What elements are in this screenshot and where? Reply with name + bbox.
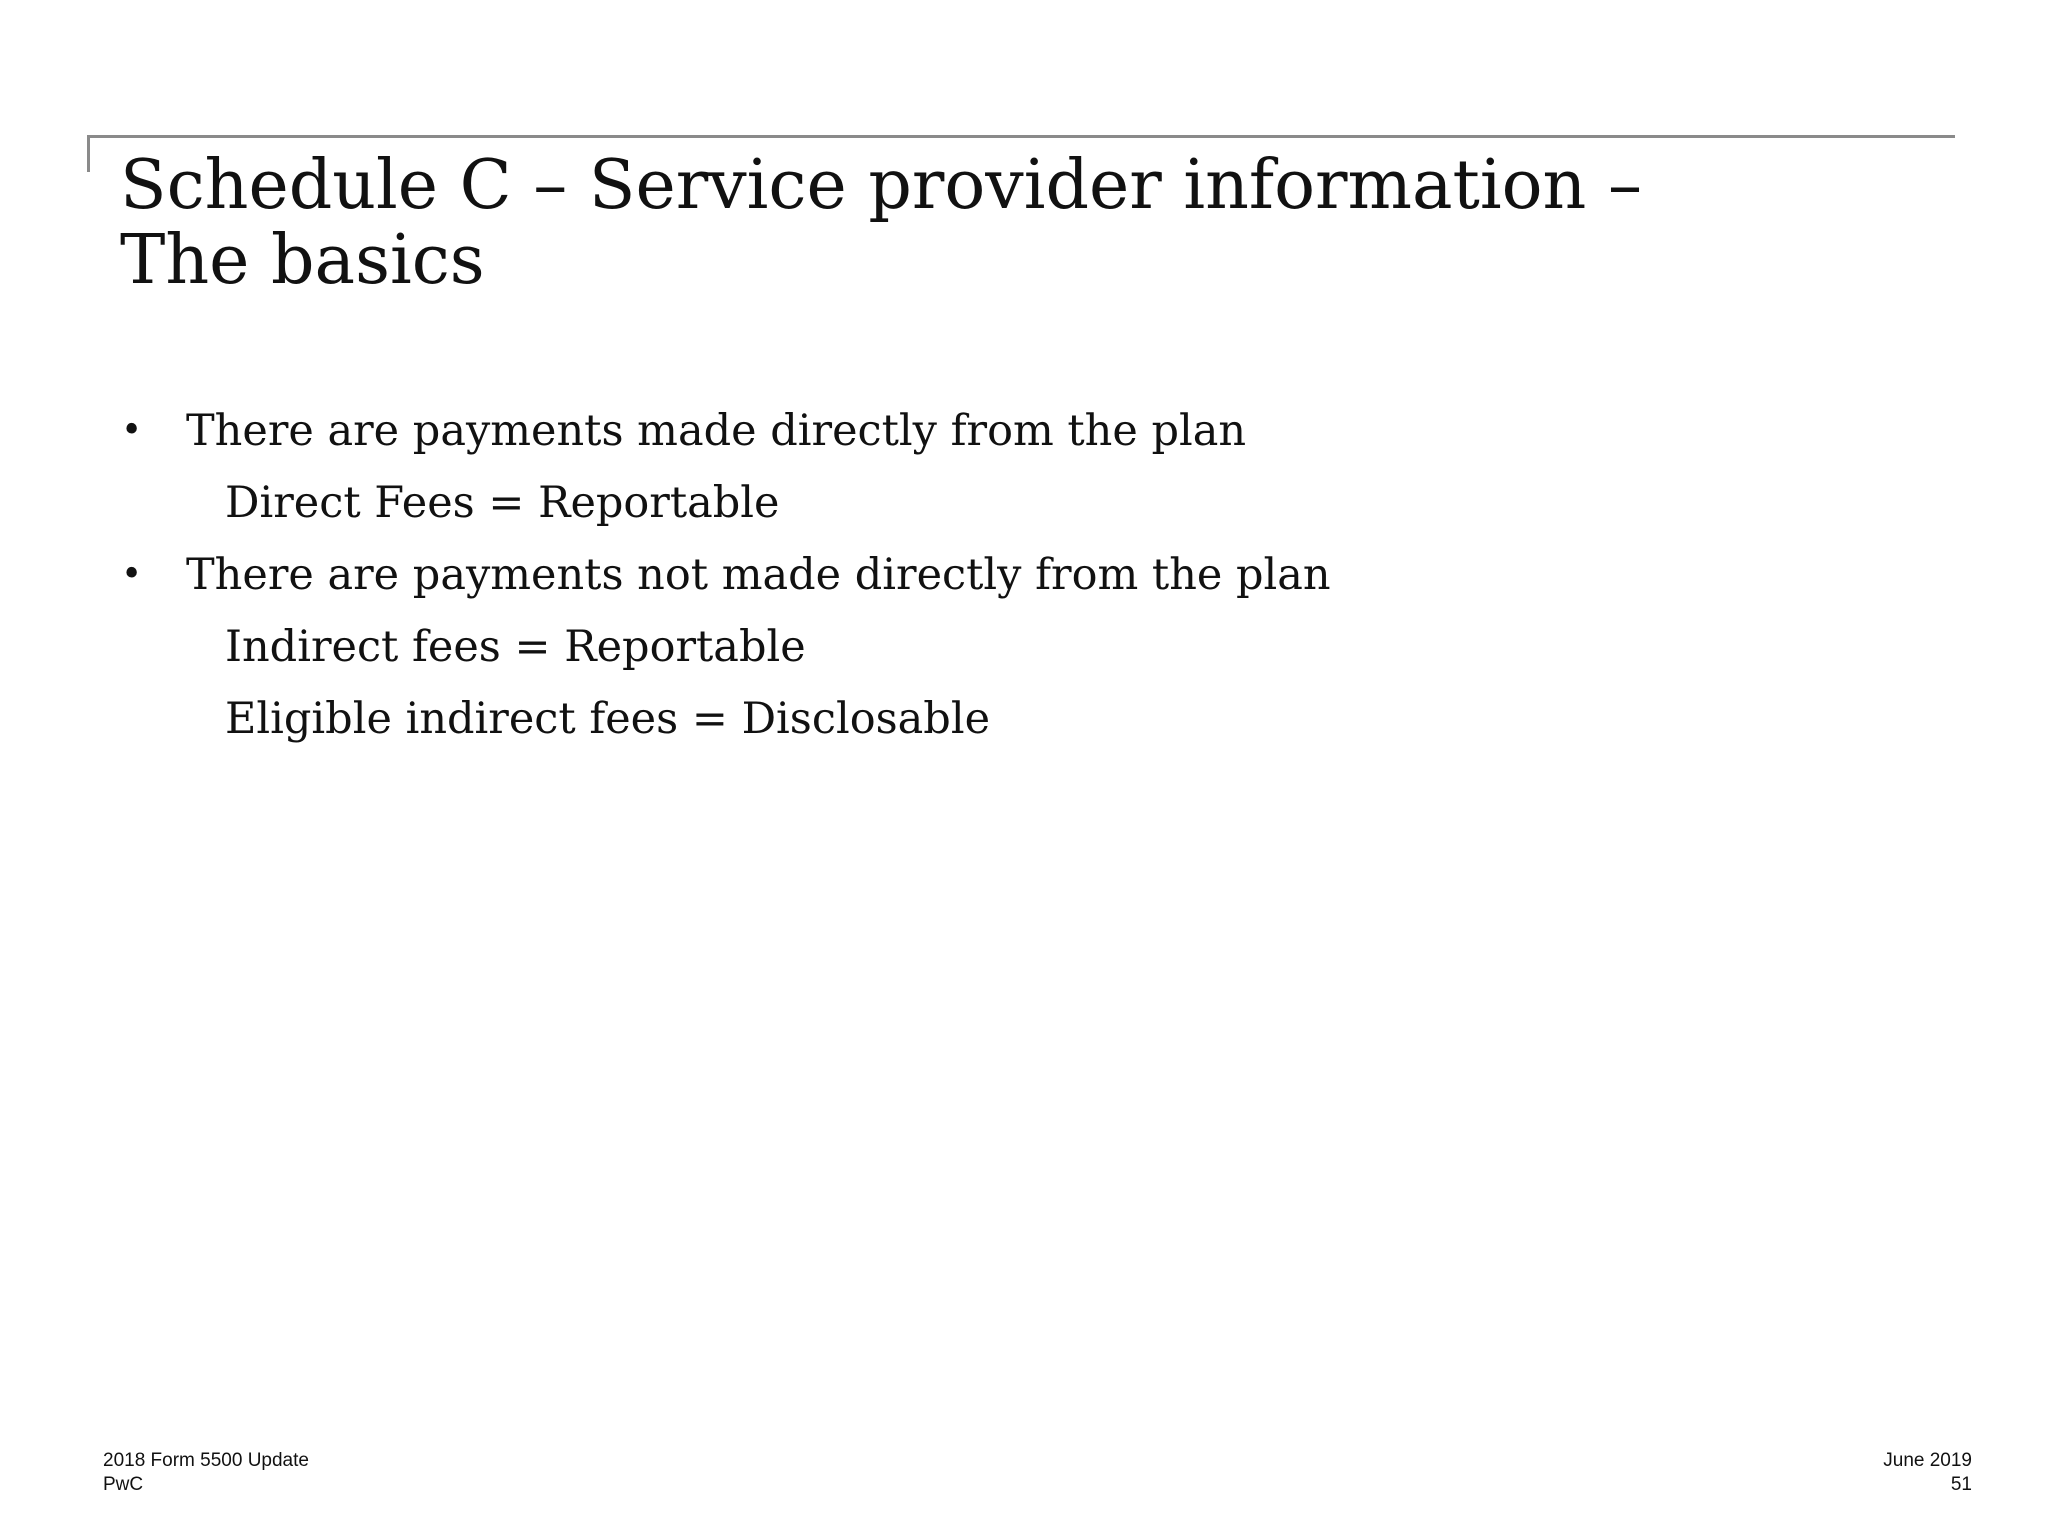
footer-right: [1883, 1449, 1972, 1497]
footer-left: [103, 1449, 309, 1497]
list-item-sub: [0, 611, 1900, 683]
list-item-sub: [0, 683, 1900, 755]
content-list: [0, 395, 1900, 755]
bullet-text: There are payments made directly from the plan: [186, 406, 1247, 456]
list-item-bullet: [0, 395, 1900, 467]
slide-title: [120, 148, 1820, 298]
sub-item-text: Eligible indirect fees = Disclosable: [225, 694, 991, 744]
list-item-sub: [0, 467, 1900, 539]
sub-item-text: Direct Fees = Reportable: [225, 478, 780, 528]
bullet-icon: •: [121, 410, 143, 451]
footer-date: June 2019: [1883, 1450, 1972, 1471]
title-corner-mark: [87, 135, 90, 172]
bullet-icon: •: [121, 554, 143, 595]
bullet-text: There are payments not made directly from the plan: [186, 550, 1331, 600]
title-rule: [87, 135, 1955, 138]
sub-item-text: Indirect fees = Reportable: [225, 622, 806, 672]
slide-title-line-1: Schedule C – Service provider information –: [120, 146, 1642, 225]
list-item-bullet: [0, 539, 1900, 611]
slide-title-line-2: The basics: [120, 221, 485, 300]
footer-page-number: 51: [1950, 1474, 1972, 1495]
footer-document-title: 2018 Form 5500 Update: [103, 1450, 309, 1471]
footer-company: PwC: [103, 1474, 144, 1495]
